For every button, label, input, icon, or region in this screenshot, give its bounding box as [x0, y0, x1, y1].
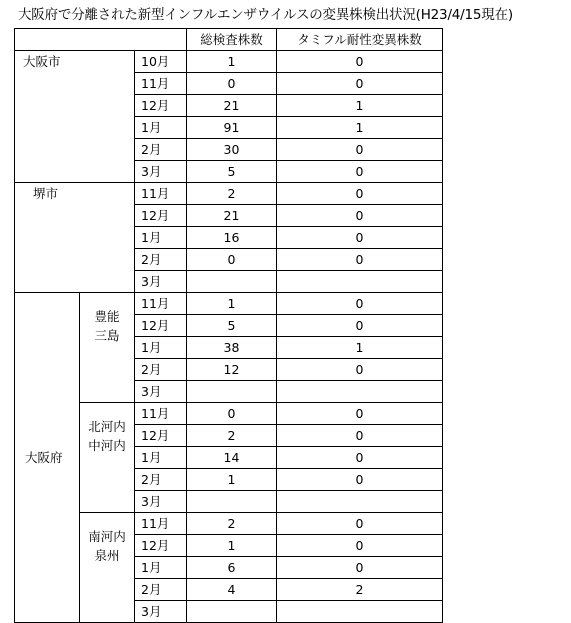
- tamiflu-cell: 0: [277, 205, 443, 227]
- month-cell: 2月: [135, 249, 187, 271]
- total-cell: 21: [187, 205, 277, 227]
- month-cell: 3月: [135, 271, 187, 293]
- month-cell: 12月: [135, 315, 187, 337]
- month-cell: 1月: [135, 227, 187, 249]
- month-cell: 12月: [135, 205, 187, 227]
- region-name: 大阪市: [15, 51, 135, 183]
- subregion-name: [80, 293, 135, 403]
- tamiflu-cell: 1: [277, 117, 443, 139]
- total-cell: 2: [187, 513, 277, 535]
- month-cell: 1月: [135, 557, 187, 579]
- total-cell: 2: [187, 425, 277, 447]
- month-cell: 11月: [135, 293, 187, 315]
- total-cell: 5: [187, 315, 277, 337]
- tamiflu-cell: 0: [277, 227, 443, 249]
- tamiflu-cell: 0: [277, 315, 443, 337]
- tamiflu-cell: 2: [277, 579, 443, 601]
- month-cell: 11月: [135, 513, 187, 535]
- table-row: [15, 403, 443, 425]
- subregion-name-line1: 南河内: [88, 529, 126, 544]
- tamiflu-cell: 0: [277, 535, 443, 557]
- header-row: [15, 29, 443, 51]
- tamiflu-cell: 0: [277, 161, 443, 183]
- total-cell: 38: [187, 337, 277, 359]
- subregion-name-line1: 北河内: [88, 419, 126, 434]
- region-name: 大阪府: [15, 293, 80, 623]
- total-cell: [187, 271, 277, 293]
- total-cell: 0: [187, 73, 277, 95]
- tamiflu-cell: 0: [277, 293, 443, 315]
- subregion-name-line2: 三島: [94, 328, 120, 343]
- tamiflu-cell: 0: [277, 359, 443, 381]
- total-cell: 4: [187, 579, 277, 601]
- tamiflu-cell: 0: [277, 249, 443, 271]
- month-cell: 10月: [135, 51, 187, 73]
- subregion-name: [80, 403, 135, 513]
- month-cell: 3月: [135, 601, 187, 623]
- month-cell: 11月: [135, 73, 187, 95]
- total-cell: 91: [187, 117, 277, 139]
- total-cell: 0: [187, 403, 277, 425]
- tamiflu-cell: [277, 381, 443, 403]
- total-cell: 1: [187, 469, 277, 491]
- total-cell: 1: [187, 51, 277, 73]
- header-total: 総検査株数: [187, 29, 277, 51]
- month-cell: 11月: [135, 183, 187, 205]
- month-cell: 1月: [135, 337, 187, 359]
- total-cell: 16: [187, 227, 277, 249]
- tamiflu-cell: 0: [277, 51, 443, 73]
- table-row: [15, 513, 443, 535]
- detection-table: [14, 28, 443, 623]
- total-cell: 1: [187, 535, 277, 557]
- total-cell: 12: [187, 359, 277, 381]
- header-tamiflu: タミフル耐性変異株数: [277, 29, 443, 51]
- subregion-name-line2: 泉州: [94, 548, 120, 563]
- month-cell: 2月: [135, 469, 187, 491]
- month-cell: 3月: [135, 161, 187, 183]
- total-cell: 14: [187, 447, 277, 469]
- table-row: [15, 293, 443, 315]
- total-cell: 0: [187, 249, 277, 271]
- tamiflu-cell: 1: [277, 95, 443, 117]
- region-name: 堺市: [15, 183, 135, 293]
- tamiflu-cell: [277, 271, 443, 293]
- tamiflu-cell: 0: [277, 425, 443, 447]
- tamiflu-cell: [277, 601, 443, 623]
- month-cell: 12月: [135, 425, 187, 447]
- tamiflu-cell: 1: [277, 337, 443, 359]
- month-cell: 2月: [135, 359, 187, 381]
- month-cell: 3月: [135, 381, 187, 403]
- month-cell: 3月: [135, 491, 187, 513]
- total-cell: [187, 601, 277, 623]
- total-cell: 1: [187, 293, 277, 315]
- tamiflu-cell: 0: [277, 557, 443, 579]
- tamiflu-cell: 0: [277, 139, 443, 161]
- page-title: 大阪府で分離された新型インフルエンザウイルスの変異株検出状況(H23/4/15現在): [18, 7, 513, 23]
- total-cell: 2: [187, 183, 277, 205]
- month-cell: 2月: [135, 139, 187, 161]
- tamiflu-cell: 0: [277, 513, 443, 535]
- tamiflu-cell: 0: [277, 403, 443, 425]
- subregion-name-line1: 豊能: [94, 309, 120, 324]
- total-cell: 21: [187, 95, 277, 117]
- total-cell: 5: [187, 161, 277, 183]
- total-cell: 30: [187, 139, 277, 161]
- tamiflu-cell: [277, 491, 443, 513]
- table-row: [15, 183, 443, 205]
- month-cell: 1月: [135, 447, 187, 469]
- month-cell: 2月: [135, 579, 187, 601]
- table-row: [15, 51, 443, 73]
- tamiflu-cell: 0: [277, 469, 443, 491]
- header-blank-cell: [15, 29, 187, 51]
- subregion-name: [80, 513, 135, 623]
- subregion-name-line2: 中河内: [88, 438, 126, 453]
- month-cell: 1月: [135, 117, 187, 139]
- tamiflu-cell: 0: [277, 447, 443, 469]
- tamiflu-cell: 0: [277, 183, 443, 205]
- month-cell: 11月: [135, 403, 187, 425]
- month-cell: 12月: [135, 535, 187, 557]
- total-cell: [187, 381, 277, 403]
- month-cell: 12月: [135, 95, 187, 117]
- total-cell: 6: [187, 557, 277, 579]
- total-cell: [187, 491, 277, 513]
- tamiflu-cell: 0: [277, 73, 443, 95]
